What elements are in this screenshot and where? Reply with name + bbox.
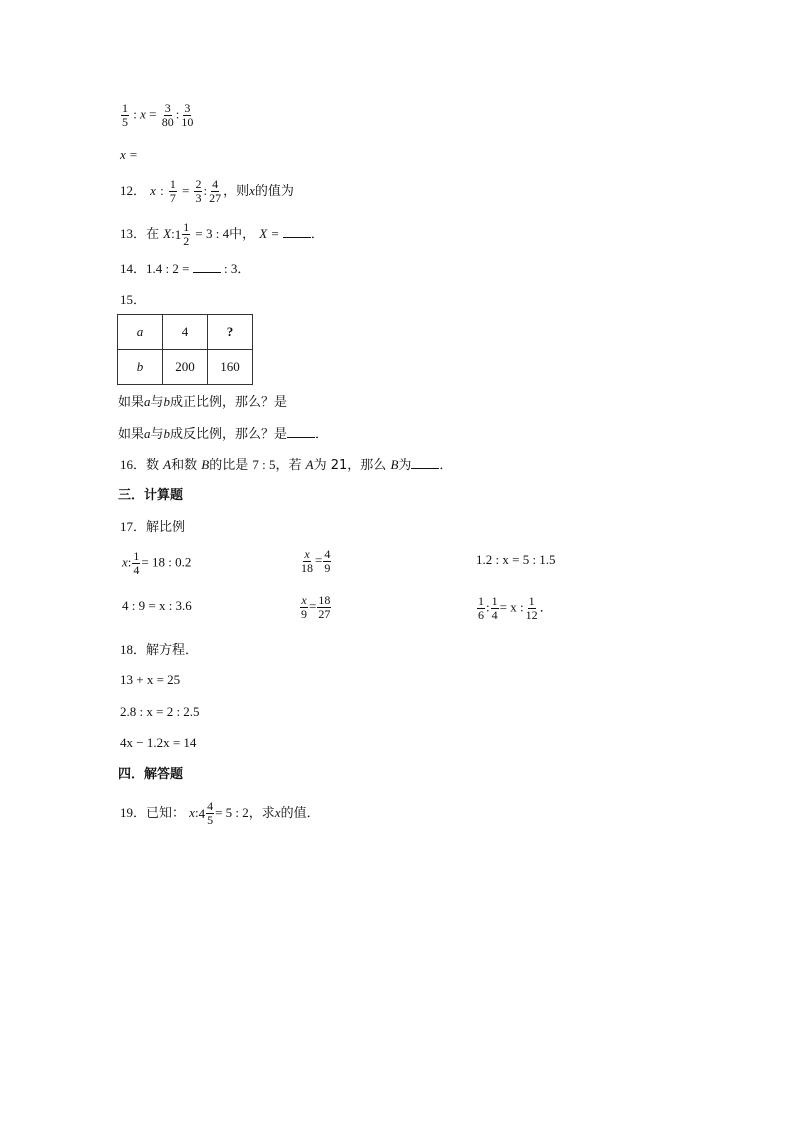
mixed-number: 1 $\frac{1}{2}$ [174,220,190,248]
fraction: $\frac{1}{7}$ [169,177,176,205]
table-cell: 160 [208,350,253,385]
question-15-line-2: 如果a与b成反比例，那么？是 ． [118,426,329,442]
question-19: 19．已知： x: 4 $\frac{4}{5}$ = 5 : 2，求x的值． [120,799,320,827]
fraction: $\frac{4}{9}$ [324,547,331,575]
table-cell: 200 [163,350,208,385]
fraction: $\frac{1}{12}$ [525,594,538,622]
fraction: $\frac{1}{5}$ [122,101,128,129]
fraction: $\frac{3}{80}$ [161,101,174,129]
equation-2: 2.8 : x = 2 : 2.5 [120,704,200,719]
fraction: $\frac{2}{3}$ [195,177,202,205]
proportion-1: x: $\frac{1}{4}$ = 18 : 0.2 [122,549,192,577]
q11-answer-line: x = [120,147,138,162]
question-17-title: 17．解比例 [120,519,186,535]
mixed-number: 4 $\frac{4}{5}$ [198,799,214,827]
section-3-title: 三．计算题 [118,488,184,503]
table-cell: ? [208,315,253,350]
question-15-line-1: 如果a与b成正比例，那么？是 [118,394,288,410]
equation-1: 13 + x = 25 [120,672,181,687]
table-cell: a [118,315,163,350]
fraction: $\frac{3}{10}$ [181,101,194,129]
proportion-3: 1.2 : x = 5 : 1.5 [476,552,556,567]
answer-blank[interactable] [411,456,439,469]
answer-blank[interactable] [193,260,221,273]
fraction: $\frac{1}{4}$ [133,549,140,577]
ratio-table [117,314,253,385]
fraction: $\frac{1}{6}$ [478,594,484,622]
table-cell: b [118,350,163,385]
question-14: 14．1.4 : 2 = : 3． [120,261,251,276]
table-row [118,315,253,350]
table-cell: 4 [163,315,208,350]
fraction: $\frac{x}{9}$ [301,593,307,621]
question-13: 13．在 X: 1 $\frac{1}{2}$ = 3 : 4中， X = ． [120,220,324,248]
question-15-number: 15． [120,292,147,307]
proportion-2: $\frac{x}{18}$ = $\frac{4}{9}$ [301,547,331,575]
equation-3: 4x − 1.2x = 14 [120,735,197,750]
question-12: 12． x : $\frac{1}{7}$ = $\frac{2}{3}$ : $\frac{4}{27}$ ，则x的值为 [120,177,294,205]
question-18-title: 18．解方程． [120,642,199,658]
fraction: $\frac{1}{4}$ [491,594,498,622]
q11-equation: $\frac{1}{5}$ : x = $\frac{3}{80}$ : $\frac{3}{10}$ [122,101,194,129]
answer-blank[interactable] [287,425,315,438]
fraction: $\frac{4}{27}$ [209,177,222,205]
fraction: $\frac{x}{18}$ [301,547,313,575]
answer-blank[interactable] [283,225,311,238]
table-row [118,350,253,385]
fraction: $\frac{18}{27}$ [318,593,331,621]
section-4-title: 四．解答题 [118,767,184,782]
proportion-5: $\frac{x}{9}$ = $\frac{18}{27}$ [301,593,331,621]
question-16: 16．数 A和数 B的比是 7 : 5，若 A为 21，那么 B为 ． [120,457,453,473]
proportion-4: 4 : 9 = x : 3.6 [122,598,192,613]
proportion-6: $\frac{1}{6}$ : $\frac{1}{4}$ = x : $\frac{1}{12}$ ． [478,594,553,622]
